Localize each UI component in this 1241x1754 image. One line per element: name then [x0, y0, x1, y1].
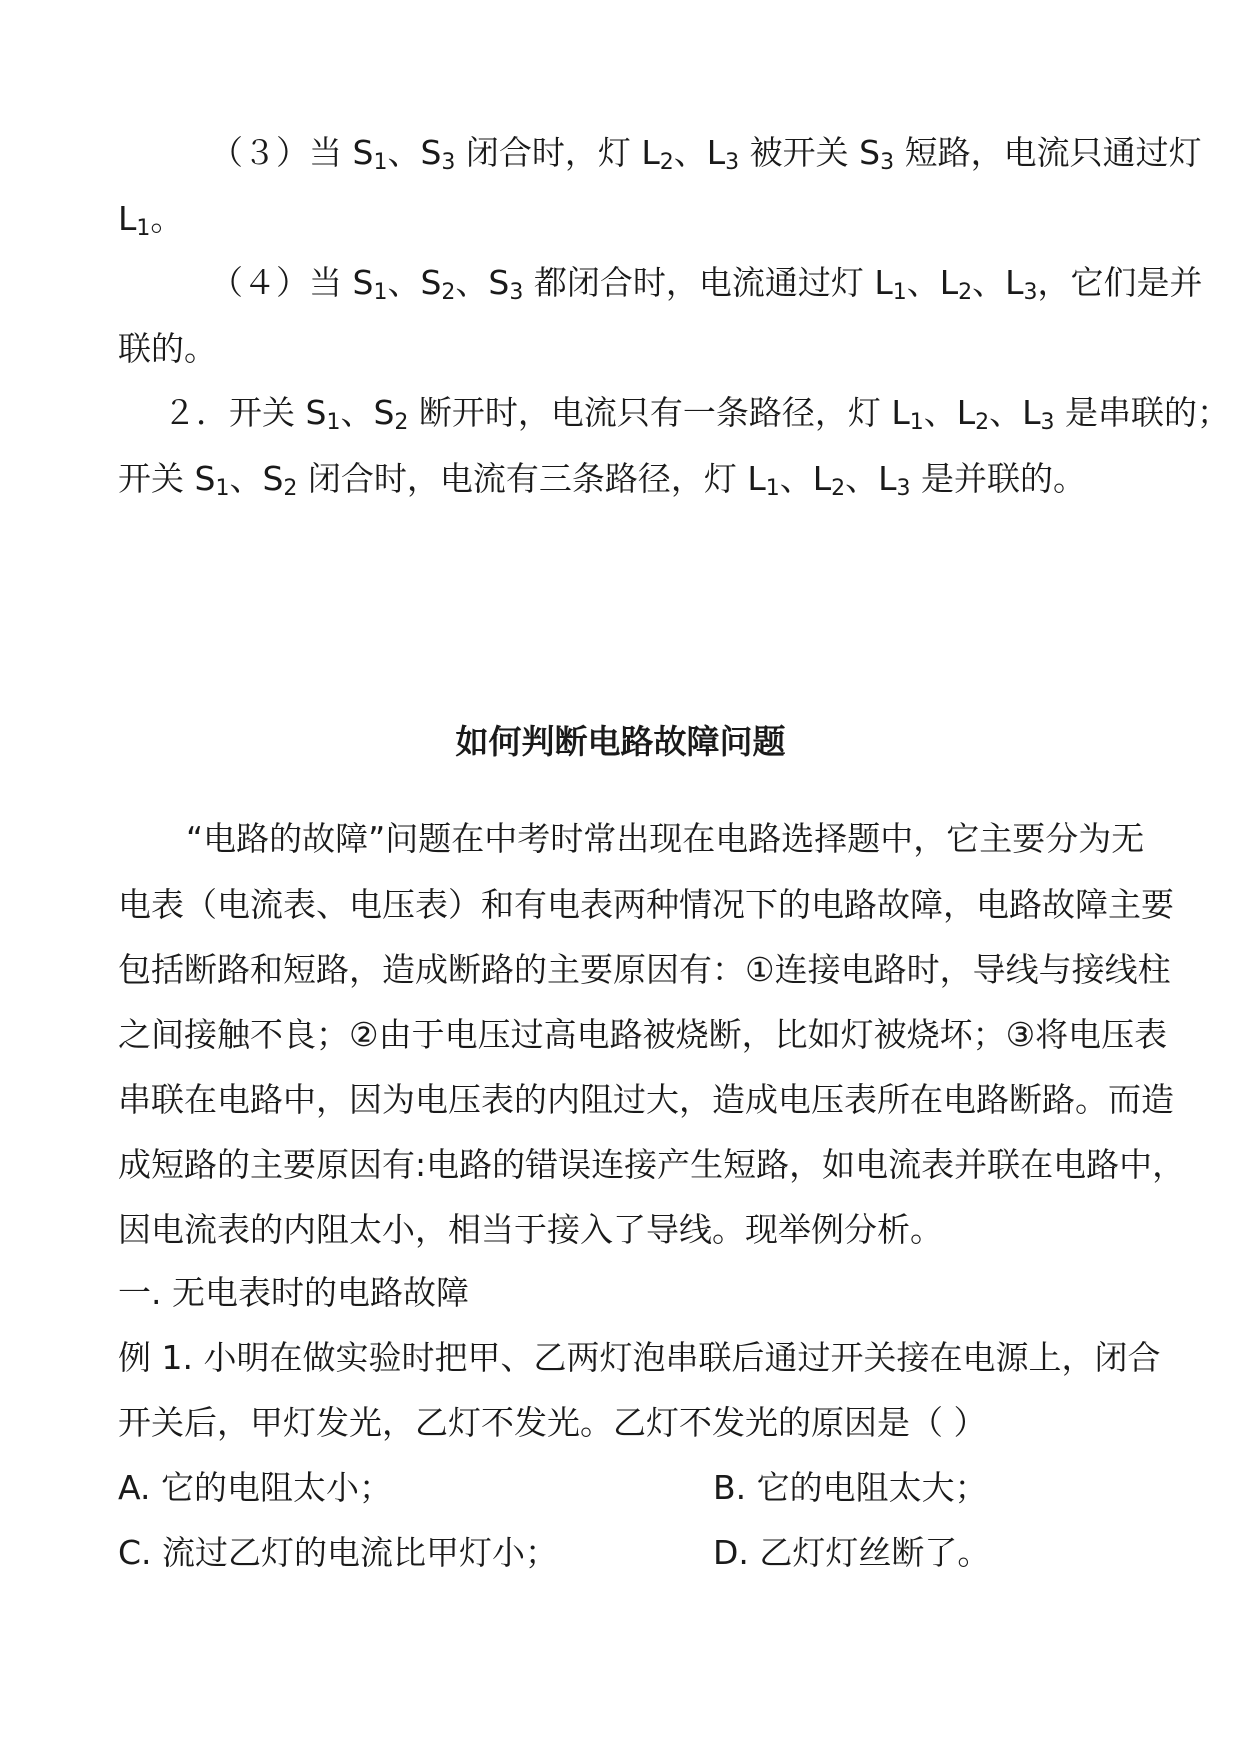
- option-a: A. 它的电阻太小；: [118, 1468, 392, 1507]
- paragraph-line: 之间接触不良；②由于电压过高电路被烧断，比如灯被烧坏；③将电压表: [118, 1015, 1168, 1054]
- paragraph-line: 电表（电流表、电压表）和有电表两种情况下的电路故障，电路故障主要: [118, 885, 1174, 924]
- item-3-line-1: （３）当 $S_1$、$S_3$ 闭合时，灯 $L_2$、$L_3$ 被开关 $S_3$ 短路，电流只通过灯: [210, 133, 1202, 175]
- item-2-line-2: 开关 $S_1$、$S_2$ 闭合时，电流有三条路径，灯 $L_1$、$L_2$、$L_3$ 是并联的。: [118, 459, 1087, 501]
- example-line: 例 1. 小明在做实验时把甲、乙两灯泡串联后通过开关接在电源上，闭合: [118, 1338, 1161, 1377]
- option-c: C. 流过乙灯的电流比甲灯小；: [118, 1533, 559, 1572]
- example-line: 开关后，甲灯发光，乙灯不发光。乙灯不发光的原因是（ ）: [118, 1403, 987, 1442]
- option-d: D. 乙灯灯丝断了。: [713, 1533, 991, 1572]
- paragraph-line: 串联在电路中，因为电压表的内阻过大，造成电压表所在电路断路。而造: [118, 1080, 1174, 1119]
- item-3-line-2: $L_1$。: [118, 199, 184, 241]
- section-heading: 一. 无电表时的电路故障: [118, 1273, 469, 1312]
- paragraph-line: 包括断路和短路，造成断路的主要原因有：①连接电路时，导线与接线柱: [118, 950, 1171, 989]
- article-title: 如何判断电路故障问题: [455, 722, 786, 761]
- paragraph-line: 成短路的主要原因有:电路的错误连接产生短路，如电流表并联在电路中，: [118, 1145, 1186, 1184]
- option-b: B. 它的电阻太大；: [713, 1468, 988, 1507]
- item-4-line-1: （４）当 $S_1$、$S_2$、$S_3$ 都闭合时，电流通过灯 $L_1$、$L_2$、$L_3$，它们是并: [210, 263, 1203, 305]
- paragraph-line: “电路的故障”问题在中考时常出现在电路选择题中，它主要分为无: [186, 819, 1145, 858]
- paragraph-line: 因电流表的内阻太小，相当于接入了导线。现举例分析。: [118, 1210, 943, 1249]
- item-2-line-1: ２．开关 $S_1$、$S_2$ 断开时，电流只有一条路径，灯 $L_1$、$L_2$、$L_3$ 是串联的；: [163, 393, 1231, 435]
- item-4-line-2: 联的。: [118, 329, 217, 368]
